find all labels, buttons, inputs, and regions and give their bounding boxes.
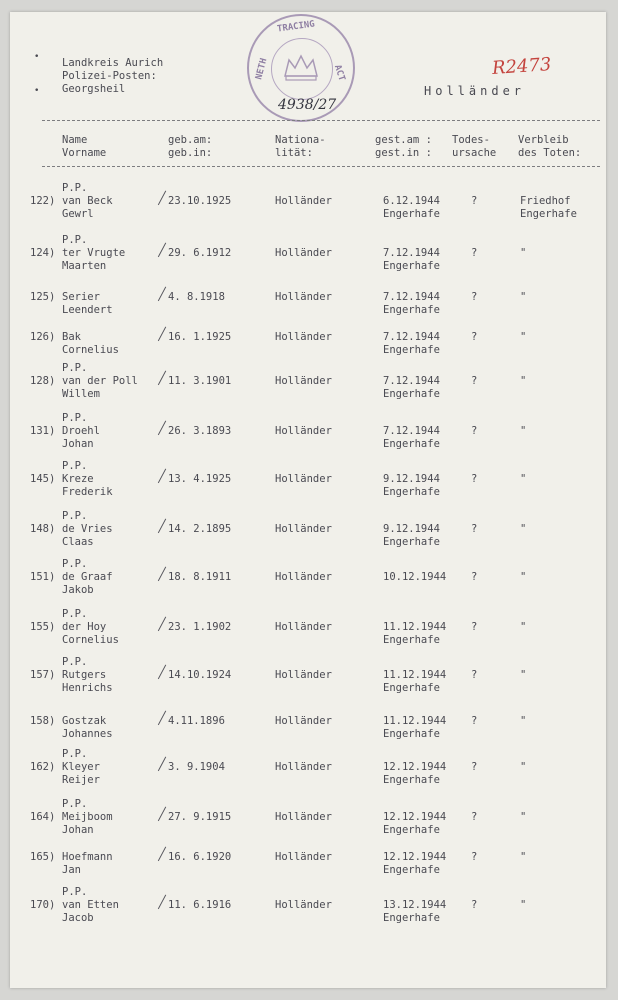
row-number-cell: 124)	[30, 247, 56, 259]
nationality-cell: Holländer	[275, 523, 332, 535]
first-name-cell: Frederik	[62, 486, 113, 498]
row-number-cell: 125)	[30, 291, 56, 303]
first-name-cell: Jacob	[62, 912, 94, 924]
remains-cell: "	[520, 669, 527, 681]
first-name-cell: Claas	[62, 536, 94, 548]
first-name-cell: Maarten	[62, 260, 107, 272]
pp-marker-cell: P.P.	[62, 558, 88, 570]
nationality-cell: Holländer	[275, 811, 332, 823]
death-cause-cell: ?	[471, 195, 478, 207]
remains-cell: "	[520, 331, 527, 343]
remains-cell: "	[520, 291, 527, 303]
death-date-cell: 10.12.1944	[383, 571, 447, 583]
death-place-cell: Engerhafe	[383, 344, 440, 356]
nationality-cell: Holländer	[275, 571, 332, 583]
death-date-cell: 9.12.1944	[383, 473, 440, 485]
row-number-cell: 157)	[30, 669, 56, 681]
nationality-cell: Holländer	[275, 331, 332, 343]
death-date-cell: 7.12.1944	[383, 425, 440, 437]
birth-date-cell: 27. 9.1915	[168, 811, 232, 823]
row-number-cell: 151)	[30, 571, 56, 583]
death-cause-cell: ?	[471, 375, 478, 387]
death-cause-cell: ?	[471, 811, 478, 823]
row-number-cell: 122)	[30, 195, 56, 207]
death-date-cell: 12.12.1944	[383, 761, 447, 773]
birth-date-cell: 16. 6.1920	[168, 851, 232, 863]
surname-cell: de Vries	[62, 523, 113, 535]
column-header-cause-line1: Todes-	[452, 134, 490, 146]
death-date-cell: 9.12.1944	[383, 523, 440, 535]
death-date-cell: 12.12.1944	[383, 811, 447, 823]
nationality-cell: Holländer	[275, 291, 332, 303]
death-place-cell: Engerhafe	[383, 486, 440, 498]
pp-marker-cell: P.P.	[62, 460, 88, 472]
remains-place-cell: Engerhafe	[520, 208, 577, 220]
nationality-cell: Holländer	[275, 715, 332, 727]
stamp-ring-text-top: TRACING	[276, 19, 316, 35]
pp-marker-cell: P.P.	[62, 886, 88, 898]
row-number-cell: 164)	[30, 811, 56, 823]
column-header-nationality-line2: lität:	[275, 147, 313, 159]
surname-cell: Gostzak	[62, 715, 107, 727]
death-place-cell: Engerhafe	[383, 912, 440, 924]
death-place-cell: Engerhafe	[383, 634, 440, 646]
pp-marker-cell: P.P.	[62, 234, 88, 246]
column-header-birth	[168, 134, 212, 160]
column-header-nationality-line1: Nationa-	[275, 134, 326, 146]
column-header-death	[375, 134, 432, 160]
surname-cell: Kreze	[62, 473, 94, 485]
handwritten-file-number: 4938/27	[278, 97, 337, 113]
nationality-cell: Holländer	[275, 851, 332, 863]
surname-cell: ter Vrugte	[62, 247, 126, 259]
death-place-cell: Engerhafe	[383, 208, 440, 220]
death-date-cell: 6.12.1944	[383, 195, 440, 207]
death-date-cell: 7.12.1944	[383, 247, 440, 259]
remains-cell: "	[520, 621, 527, 633]
nationality-cell: Holländer	[275, 425, 332, 437]
row-number-cell: 158)	[30, 715, 56, 727]
row-number-cell: 145)	[30, 473, 56, 485]
letterhead-location: Georgsheil	[62, 83, 126, 95]
death-cause-cell: ?	[471, 899, 478, 911]
death-cause-cell: ?	[471, 715, 478, 727]
row-number-cell: 126)	[30, 331, 56, 343]
nationality-cell: Holländer	[275, 669, 332, 681]
death-place-cell: Engerhafe	[383, 824, 440, 836]
death-place-cell: Engerhafe	[383, 536, 440, 548]
death-date-cell: 7.12.1944	[383, 331, 440, 343]
document-page	[10, 12, 606, 988]
surname-cell: Droehl	[62, 425, 100, 437]
column-header-birth-line1: geb.am:	[168, 134, 213, 146]
first-name-cell: Jan	[62, 864, 81, 876]
first-name-cell: Johan	[62, 824, 94, 836]
birth-date-cell: 29. 6.1912	[168, 247, 232, 259]
death-cause-cell: ?	[471, 291, 478, 303]
death-cause-cell: ?	[471, 523, 478, 535]
surname-cell: van Etten	[62, 899, 119, 911]
surname-cell: Kleyer	[62, 761, 100, 773]
column-header-name-line1: Name	[62, 134, 88, 146]
first-name-cell: Leendert	[62, 304, 113, 316]
column-header-remains-line1: Verbleib	[518, 134, 569, 146]
column-header-remains-line2: des Toten:	[518, 147, 582, 159]
death-place-cell: Engerhafe	[383, 728, 440, 740]
birth-date-cell: 16. 1.1925	[168, 331, 232, 343]
nationality-cell: Holländer	[275, 899, 332, 911]
death-date-cell: 12.12.1944	[383, 851, 447, 863]
death-place-cell: Engerhafe	[383, 260, 440, 272]
remains-cell: "	[520, 473, 527, 485]
surname-cell: van Beck	[62, 195, 113, 207]
row-number-cell: 162)	[30, 761, 56, 773]
death-date-cell: 11.12.1944	[383, 669, 447, 681]
death-date-cell: 13.12.1944	[383, 899, 447, 911]
remains-cell: "	[520, 761, 527, 773]
surname-cell: de Graaf	[62, 571, 113, 583]
row-number-cell: 155)	[30, 621, 56, 633]
remains-cell: "	[520, 247, 527, 259]
row-number-cell: 170)	[30, 899, 56, 911]
remains-cell: "	[520, 375, 527, 387]
row-number-cell: 148)	[30, 523, 56, 535]
remains-cell: "	[520, 851, 527, 863]
pp-marker-cell: P.P.	[62, 182, 88, 194]
hole-punch-dot: •	[34, 86, 40, 96]
death-date-cell: 7.12.1944	[383, 375, 440, 387]
nationality-title: Holländer	[424, 84, 526, 98]
remains-cell: Friedhof	[520, 195, 571, 207]
nationality-cell: Holländer	[275, 195, 332, 207]
remains-cell: "	[520, 523, 527, 535]
column-header-cause-line2: ursache	[452, 147, 497, 159]
surname-cell: Hoefmann	[62, 851, 113, 863]
birth-date-cell: 18. 8.1911	[168, 571, 232, 583]
birth-date-cell: 23.10.1925	[168, 195, 232, 207]
column-header-nationality	[275, 134, 326, 160]
pp-marker-cell: P.P.	[62, 362, 88, 374]
death-cause-cell: ?	[471, 761, 478, 773]
death-cause-cell: ?	[471, 571, 478, 583]
death-cause-cell: ?	[471, 621, 478, 633]
death-place-cell: Engerhafe	[383, 682, 440, 694]
remains-cell: "	[520, 811, 527, 823]
letterhead-police-post: Polizei-Posten:	[62, 70, 157, 82]
death-cause-cell: ?	[471, 331, 478, 343]
death-place-cell: Engerhafe	[383, 774, 440, 786]
first-name-cell: Jakob	[62, 584, 94, 596]
nationality-cell: Holländer	[275, 473, 332, 485]
pp-marker-cell: P.P.	[62, 748, 88, 760]
pp-marker-cell: P.P.	[62, 798, 88, 810]
first-name-cell: Henrichs	[62, 682, 113, 694]
pp-marker-cell: P.P.	[62, 412, 88, 424]
birth-date-cell: 11. 6.1916	[168, 899, 232, 911]
first-name-cell: Johannes	[62, 728, 113, 740]
first-name-cell: Willem	[62, 388, 100, 400]
stamp-ring-text-right: ACT	[331, 63, 347, 83]
birth-date-cell: 4.11.1896	[168, 715, 225, 727]
column-header-cause	[452, 134, 496, 160]
column-header-name	[62, 134, 106, 160]
surname-cell: Bak	[62, 331, 81, 343]
death-place-cell: Engerhafe	[383, 864, 440, 876]
letterhead-district: Landkreis Aurich	[62, 57, 164, 69]
first-name-cell: Gewrl	[62, 208, 94, 220]
hole-punch-dot: •	[34, 52, 40, 62]
birth-date-cell: 4. 8.1918	[168, 291, 225, 303]
row-number-cell: 131)	[30, 425, 56, 437]
header-bottom-rule	[42, 166, 600, 167]
surname-cell: Serier	[62, 291, 100, 303]
death-cause-cell: ?	[471, 851, 478, 863]
surname-cell: Rutgers	[62, 669, 107, 681]
death-cause-cell: ?	[471, 247, 478, 259]
first-name-cell: Cornelius	[62, 344, 119, 356]
birth-date-cell: 14.10.1924	[168, 669, 232, 681]
nationality-cell: Holländer	[275, 761, 332, 773]
remains-cell: "	[520, 715, 527, 727]
first-name-cell: Johan	[62, 438, 94, 450]
surname-cell: Meijboom	[62, 811, 113, 823]
death-cause-cell: ?	[471, 473, 478, 485]
first-name-cell: Cornelius	[62, 634, 119, 646]
column-header-birth-line2: geb.in:	[168, 147, 213, 159]
column-header-death-line2: gest.in :	[375, 147, 432, 159]
pp-marker-cell: P.P.	[62, 608, 88, 620]
remains-cell: "	[520, 899, 527, 911]
birth-date-cell: 11. 3.1901	[168, 375, 232, 387]
row-number-cell: 128)	[30, 375, 56, 387]
death-date-cell: 11.12.1944	[383, 715, 447, 727]
remains-cell: "	[520, 425, 527, 437]
first-name-cell: Reijer	[62, 774, 100, 786]
death-cause-cell: ?	[471, 425, 478, 437]
surname-cell: van der Poll	[62, 375, 138, 387]
pp-marker-cell: P.P.	[62, 656, 88, 668]
death-place-cell: Engerhafe	[383, 388, 440, 400]
stamp-ring-text-left: NETH	[254, 57, 270, 81]
nationality-cell: Holländer	[275, 621, 332, 633]
column-header-death-line1: gest.am :	[375, 134, 432, 146]
column-header-remains	[518, 134, 581, 160]
surname-cell: der Hoy	[62, 621, 107, 633]
nationality-cell: Holländer	[275, 375, 332, 387]
column-header-name-line2: Vorname	[62, 147, 107, 159]
letterhead	[62, 57, 163, 96]
death-date-cell: 7.12.1944	[383, 291, 440, 303]
death-cause-cell: ?	[471, 669, 478, 681]
death-date-cell: 11.12.1944	[383, 621, 447, 633]
death-place-cell: Engerhafe	[383, 438, 440, 450]
death-place-cell: Engerhafe	[383, 304, 440, 316]
pp-marker-cell: P.P.	[62, 510, 88, 522]
red-handwritten-code: R2473	[491, 53, 553, 80]
birth-date-cell: 3. 9.1904	[168, 761, 225, 773]
remains-cell: "	[520, 571, 527, 583]
crown-emblem-icon	[281, 52, 321, 82]
birth-date-cell: 23. 1.1902	[168, 621, 232, 633]
birth-date-cell: 26. 3.1893	[168, 425, 232, 437]
header-top-rule	[42, 120, 600, 121]
row-number-cell: 165)	[30, 851, 56, 863]
nationality-cell: Holländer	[275, 247, 332, 259]
birth-date-cell: 13. 4.1925	[168, 473, 232, 485]
birth-date-cell: 14. 2.1895	[168, 523, 232, 535]
